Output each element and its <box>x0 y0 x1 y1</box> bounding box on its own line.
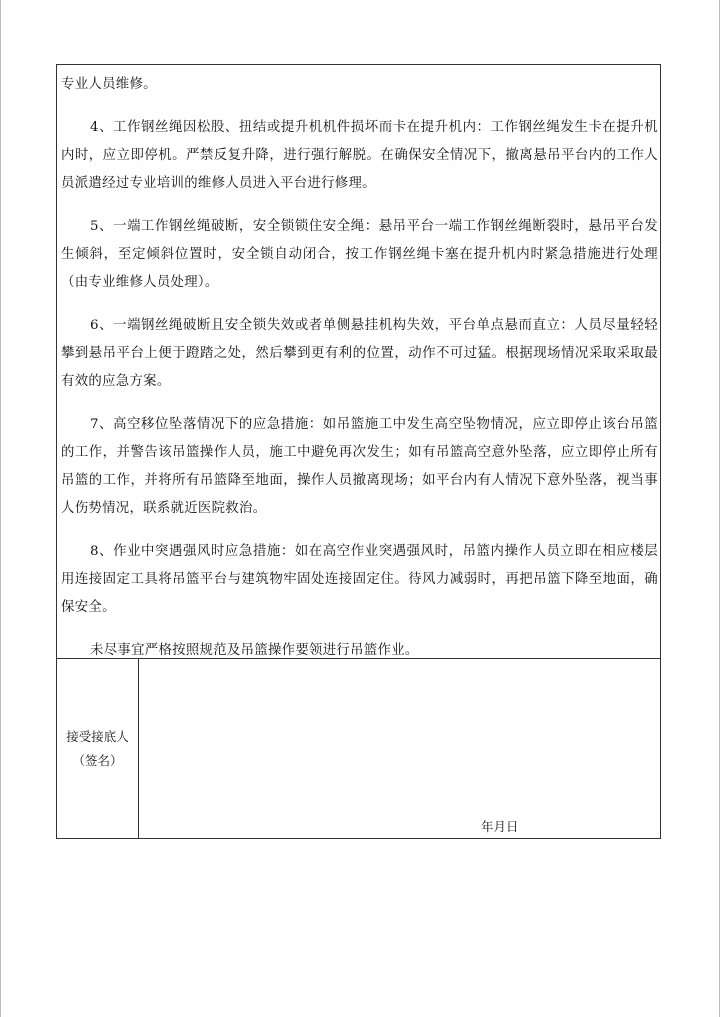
paragraph-item-6: 6、一端钢丝绳破断且安全锁失效或者单侧悬挂机构失效，平台单点悬而直立：人员尽量轻轻攀到悬吊平台上便于蹬踏之处，然后攀到更有利的位置，动作不可过猛。根据现场情况采取采取最有效的应急方案。 <box>61 318 658 389</box>
page-edge-left <box>0 0 1 1017</box>
paragraph-item-5: 5、一端工作钢丝绳破断，安全锁锁住安全绳：悬吊平台一端工作钢丝绳断裂时，悬吊平台发生倾斜，至定倾斜位置时，安全锁自动闭合，按工作钢丝绳卡塞在提升机内时紧急措施进行处理（由专业维修人员处理）。 <box>61 219 658 290</box>
paragraph-continuation: 专业人员维修。 <box>61 77 157 92</box>
date-field: 年月日 <box>481 819 519 834</box>
signature-area[interactable] <box>139 659 660 838</box>
paragraph-item-8: 8、作业中突遇强风时应急措施：如在高空作业突遇强风时，吊篮内操作人员立即在相应楼层用连接固定工具将吊篮平台与建筑物牢固处连接固定住。待风力减弱时，再把吊篮下降至地面，确保安全。 <box>61 544 658 615</box>
signature-sub-label: （签名） <box>72 752 123 768</box>
paragraph-item-4: 4、工作钢丝绳因松股、扭结或提升机机件损坏而卡在提升机内：工作钢丝绳发生卡在提升机内时，应立即停机。严禁反复升降，进行强行解脱。在确保安全情况下，撤离悬吊平台内的工作人员派遣经过专业培训的维修人员进入平台进行修理。 <box>61 120 658 191</box>
signature-label: 接受接底人 <box>66 728 129 744</box>
paragraph-item-7: 7、高空移位坠落情况下的应急措施：如吊篮施工中发生高空坠物情况，应立即停止该台吊篮的工作，并警告该吊篮操作人员，施工中避免再次发生；如有吊篮高空意外坠落，应立即停止所有吊篮的工作，并将所有吊篮降至地面，操作人员撤离现场；如平台内有人情况下意外坠落，视当事人伤势情况，联系就近医院救治。 <box>61 417 658 516</box>
content-cell <box>57 65 660 659</box>
document-table <box>56 64 661 839</box>
signature-label-cell <box>57 659 139 838</box>
paragraph-closing: 未尽事宜严格按照规范及吊篮操作要领进行吊篮作业。 <box>90 643 419 658</box>
